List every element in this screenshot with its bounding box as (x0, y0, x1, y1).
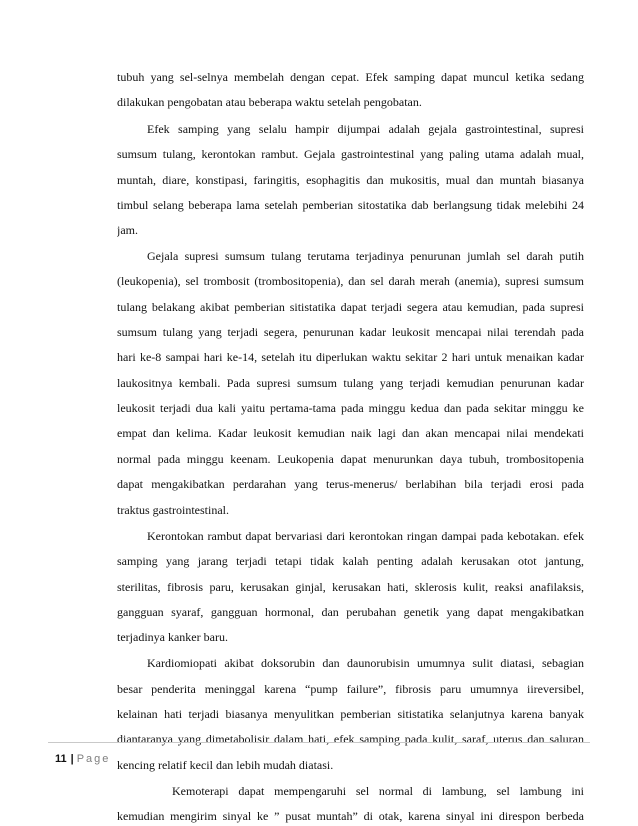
text-line: dilakukan pengobatan atau beberapa waktu setelah pengobatan. (117, 95, 422, 109)
text-line: leukosit terjadi dua kali yaitu pertama-tama pada minggu kedua dan pada sekitar minggu ke (117, 401, 584, 415)
text-line: dapat mengakibatkan perdarahan yang terus-menerus/ berlabihan bila terjadi erosi pada (117, 477, 584, 491)
page-footer (55, 751, 110, 767)
text-line: normal pada minggu keenam. Leukopenia dapat menurunkan daya tubuh, trombositopenia (117, 452, 584, 466)
text-line: tubuh yang sel-selnya membelah dengan cepat. Efek samping dapat muncul ketika sedang (117, 70, 584, 84)
text-line: kemudian mengirim sinyal ke ” pusat muntah” di otak, karena sinyal ini direspon berbeda (117, 809, 584, 823)
text-line: terjadinya kanker baru. (117, 630, 228, 644)
text-line: muntah, diare, konstipasi, faringitis, esophagitis dan mukositis, mual dan muntah biasanya (117, 173, 584, 187)
text-line: sumsum tulang yang terjadi segera, penurunan kadar leukosit mencapai nilai terendah pada (117, 325, 584, 339)
footer-divider (48, 742, 590, 743)
text-line: tulang belakang akibat pemberian sitistatika dapat terjadi segera atau kemudian, pada supresi (117, 300, 584, 314)
text-line: timbul selang beberapa lama setelah pemberian sitostatika dab berlangsung tidak melebihi 24 (117, 198, 584, 212)
text-line: Kerontokan rambut dapat bervariasi dari kerontokan ringan dampai pada kebotakan. efek (147, 529, 584, 543)
text-line: kencing relatif kecil dan lebih mudah diatasi. (117, 758, 334, 772)
text-line: laukositnya kembali. Pada supresi sumsum tulang yang terjadi kemudian penurunan kadar (117, 376, 584, 390)
text-line: Gejala supresi sumsum tulang terutama terjadinya penurunan jumlah sel darah putih (147, 249, 584, 263)
text-line: Kemoterapi dapat mempengaruhi sel normal di lambung, sel lambung ini (172, 784, 584, 798)
text-line: Efek samping yang selalu hampir dijumpai adalah gejala gastrointestinal, supresi (147, 122, 584, 136)
text-line: besar penderita meninggal karena “pump failure”, fibrosis paru umumnya iireversibel, (117, 682, 584, 696)
text-line: sterilitas, fibrosis paru, kerusakan ginjal, kerusakan hati, sklerosis kulit, reaksi anafilaksis, (117, 580, 584, 594)
text-line: jam. (117, 223, 138, 237)
text-line: kelainan hati terjadi biasanya menyulitkan pemberian sitistatika selanjutnya karena banyak (117, 707, 584, 721)
footer-separator: | (70, 753, 74, 765)
text-line: (leukopenia), sel trombosit (trombositopenia), dan sel darah merah (anemia), supresi sumsum (117, 274, 584, 288)
text-line: traktus gastrointestinal. (117, 503, 229, 517)
text-line: gangguan syaraf, gangguan hormonal, dan perubahan genetik yang dapat mengakibatkan (117, 605, 584, 619)
text-line: Kardiomiopati akibat doksorubin dan daunorubisin umumnya sulit diatasi, sebagian (147, 656, 584, 670)
text-line: empat dan kelima. Kadar leukosit kemudian naik lagi dan akan mencapai nilai mendekati (117, 426, 584, 440)
text-line: diantaranya yang dimetabolisir dalam hati, efek samping pada kulit, saraf, uterus dan saluran (117, 732, 584, 746)
page-word: Page (76, 753, 111, 765)
text-line: samping yang jarang terjadi tetapi tidak kalah penting adalah kerusakan otot jantung, (117, 554, 584, 568)
text-line: hari ke-8 sampai hari ke-14, setelah itu diperlukan waktu sekitar 2 hari untuk menaikan kadar (117, 350, 584, 364)
text-line: sumsum tulang, kerontokan rambut. Gejala gastrointestinal yang paling utama adalah mual, (117, 147, 584, 161)
page-number: 11 (55, 753, 67, 765)
